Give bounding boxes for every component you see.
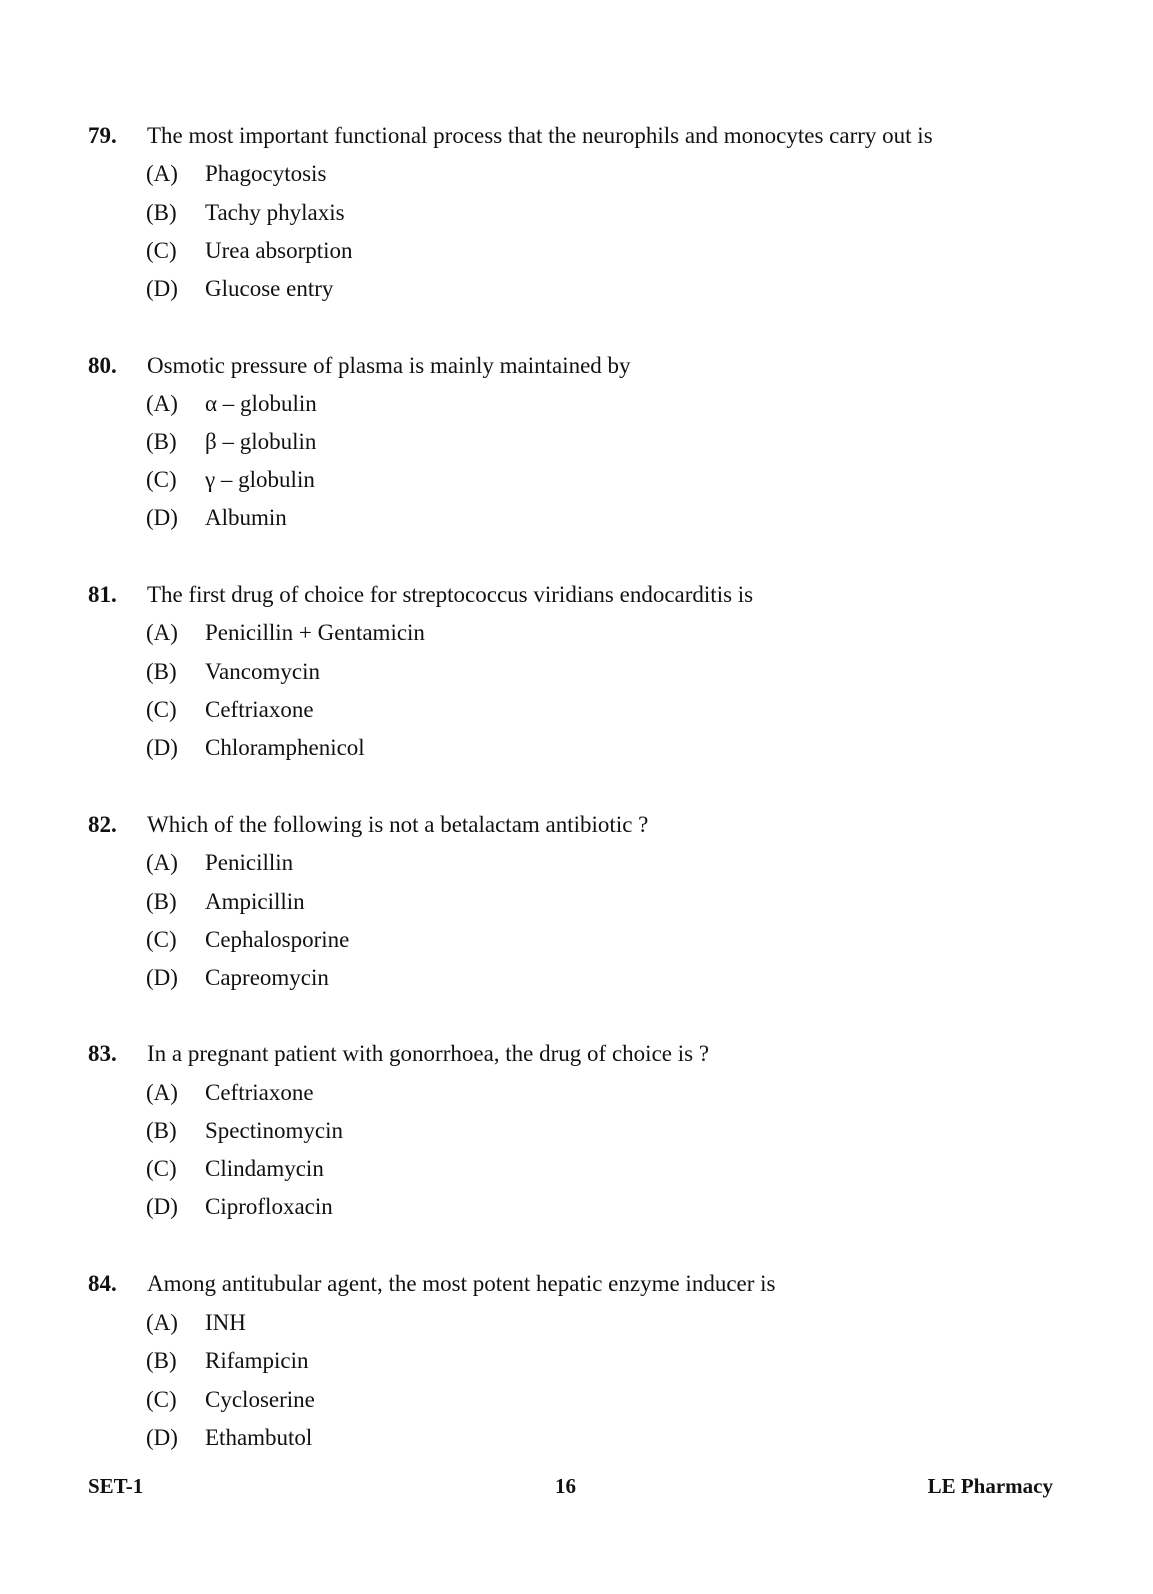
question-text: Among antitubular agent, the most potent hepatic enzyme inducer is	[147, 1271, 776, 1296]
option-letter: (C)	[146, 1156, 177, 1181]
option-d	[0, 1424, 900, 1452]
option-letter: (B)	[146, 200, 177, 225]
question-number: 79.	[88, 123, 117, 148]
option-letter: (A)	[146, 1310, 178, 1335]
option-letter: (A)	[146, 161, 178, 186]
option-a	[0, 1079, 900, 1107]
option-letter: (D)	[146, 505, 178, 530]
question-number: 80.	[88, 353, 117, 378]
option-a	[0, 390, 900, 418]
option-text: Clindamycin	[205, 1156, 324, 1181]
option-d	[0, 504, 900, 532]
question-text: The most important functional process that the neurophils and monocytes carry out is	[147, 123, 933, 148]
option-text: Ethambutol	[205, 1425, 313, 1450]
option-letter: (B)	[146, 1348, 177, 1373]
option-text: Rifampicin	[205, 1348, 309, 1373]
question-number: 84.	[88, 1271, 117, 1296]
option-c	[0, 696, 900, 724]
option-text: Tachy phylaxis	[205, 200, 345, 225]
option-letter: (C)	[146, 1387, 177, 1412]
option-c	[0, 1386, 900, 1414]
question-text: In a pregnant patient with gonorrhoea, the drug of choice is ?	[147, 1041, 710, 1066]
option-letter: (C)	[146, 697, 177, 722]
question-number: 81.	[88, 582, 117, 607]
option-letter: (C)	[146, 238, 177, 263]
option-letter: (A)	[146, 391, 178, 416]
option-d	[0, 1193, 900, 1221]
option-text: Cephalosporine	[205, 927, 350, 952]
option-d	[0, 964, 900, 992]
question-text: Which of the following is not a betalactam antibiotic ?	[147, 812, 649, 837]
set-label: SET-1	[88, 1474, 144, 1498]
option-letter: (A)	[146, 1080, 178, 1105]
option-letter: (D)	[146, 1194, 178, 1219]
option-text: Phagocytosis	[205, 161, 327, 186]
option-a	[0, 160, 900, 188]
question-text: Osmotic pressure of plasma is mainly maintained by	[147, 353, 631, 378]
option-c	[0, 466, 900, 494]
option-a	[0, 1309, 900, 1337]
option-b	[0, 1117, 900, 1145]
option-text: Cycloserine	[205, 1387, 315, 1412]
option-letter: (C)	[146, 927, 177, 952]
option-letter: (D)	[146, 965, 178, 990]
option-text: Ampicillin	[205, 889, 305, 914]
option-letter: (D)	[146, 276, 178, 301]
option-text: Urea absorption	[205, 238, 353, 263]
option-text: Vancomycin	[205, 659, 320, 684]
question-number: 83.	[88, 1041, 117, 1066]
option-text: Glucose entry	[205, 276, 334, 301]
option-text: α – globulin	[205, 391, 317, 416]
option-letter: (A)	[146, 850, 178, 875]
option-text: Penicillin	[205, 850, 294, 875]
option-text: γ – globulin	[205, 467, 315, 492]
option-text: INH	[205, 1310, 246, 1335]
option-text: Penicillin + Gentamicin	[205, 620, 425, 645]
option-text: Ceftriaxone	[205, 697, 314, 722]
option-b	[0, 658, 900, 686]
question-text: The first drug of choice for streptococcus viridians endocarditis is	[147, 582, 754, 607]
option-c	[0, 237, 900, 265]
option-c	[0, 926, 900, 954]
page-footer	[0, 1472, 1153, 1500]
option-d	[0, 275, 900, 303]
option-b	[0, 888, 900, 916]
option-a	[0, 619, 900, 647]
question-number: 82.	[88, 812, 117, 837]
option-letter: (B)	[146, 429, 177, 454]
option-b	[0, 199, 900, 227]
option-text: β – globulin	[205, 429, 317, 454]
option-text: Albumin	[205, 505, 287, 530]
option-letter: (B)	[146, 1118, 177, 1143]
option-text: Capreomycin	[205, 965, 329, 990]
option-letter: (B)	[146, 889, 177, 914]
option-text: Spectinomycin	[205, 1118, 343, 1143]
option-letter: (B)	[146, 659, 177, 684]
option-c	[0, 1155, 900, 1183]
option-b	[0, 428, 900, 456]
option-d	[0, 734, 900, 762]
option-letter: (D)	[146, 735, 178, 760]
option-text: Ceftriaxone	[205, 1080, 314, 1105]
option-b	[0, 1347, 900, 1375]
option-a	[0, 849, 900, 877]
page-number: 16	[555, 1474, 576, 1498]
option-letter: (A)	[146, 620, 178, 645]
option-letter: (D)	[146, 1425, 178, 1450]
option-text: Chloramphenicol	[205, 735, 365, 760]
subject-label: LE Pharmacy	[927, 1474, 1053, 1498]
option-text: Ciprofloxacin	[205, 1194, 333, 1219]
option-letter: (C)	[146, 467, 177, 492]
